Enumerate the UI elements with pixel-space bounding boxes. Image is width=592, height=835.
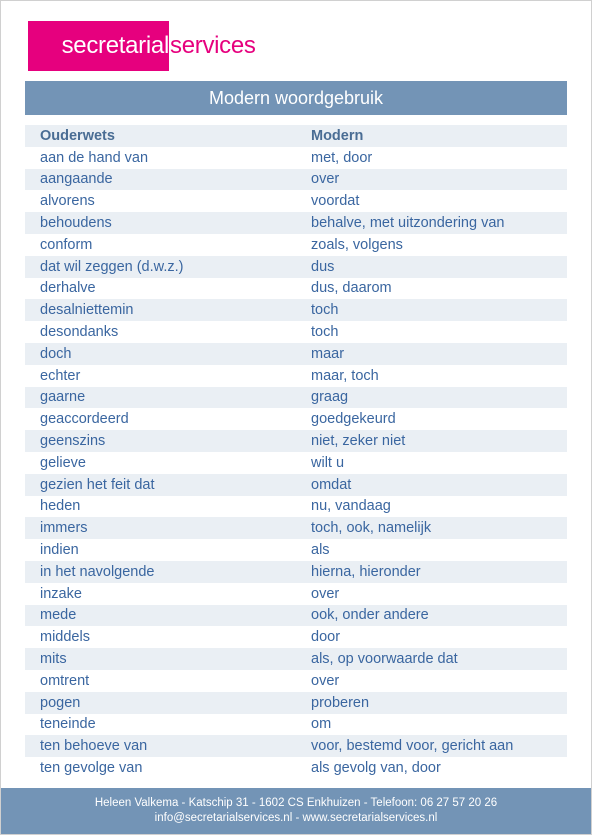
footer-address: Heleen Valkema - Katschip 31 - 1602 CS Enkhuizen - Telefoon: 06 27 57 20 26 [94,797,498,809]
modern-word-cell: nu, vandaag [311,498,391,515]
old-word-cell: geaccordeerd [40,411,129,428]
table-row [25,605,567,627]
logo-part-services: services [170,32,256,59]
modern-word-cell: als gevolg van, door [311,760,441,776]
old-word-cell: aangaande [40,171,113,188]
modern-word-cell: dus, daarom [311,280,392,297]
old-word-cell: alvorens [40,193,95,210]
modern-word-cell: goedgekeurd [311,411,396,428]
company-logo [28,21,269,71]
table-row [25,299,567,321]
table-row [25,147,567,169]
old-word-cell: behoudens [40,215,112,232]
table-row [25,278,567,300]
old-word-cell: immers [40,520,88,537]
modern-word-cell: over [311,672,340,689]
table-row [25,583,567,605]
table-row [25,430,567,452]
page-title: Modern woordgebruik [25,81,567,115]
table-row [25,714,567,736]
table-row [25,561,567,583]
table-row [25,539,567,561]
old-word-cell: in het navolgende [40,563,155,580]
old-word-cell: middels [40,629,90,646]
old-word-cell: derhalve [40,280,96,297]
old-word-cell: ten gevolge van [40,760,143,776]
old-word-cell: teneinde [40,716,96,733]
modern-word-cell: toch [311,302,339,319]
table-row [25,343,567,365]
old-word-cell: doch [40,345,72,362]
table-row [25,190,567,212]
old-word-cell: desondanks [40,324,119,341]
modern-word-cell: door [311,629,341,646]
old-word-cell: dat wil zeggen (d.w.z.) [40,258,184,275]
logo-part-secretarial: secretarial [28,21,169,71]
footer-contact: info@secretarialservices.nl - www.secretarialservices.nl [154,812,438,824]
old-word-cell: conform [40,236,93,253]
modern-word-cell: toch [311,324,339,341]
table-row [25,670,567,692]
old-word-cell: geenszins [40,433,106,450]
table-row [25,496,567,518]
old-word-cell: gaarne [40,389,86,406]
old-word-cell: mede [40,607,77,624]
word-table [25,125,567,779]
table-row [25,234,567,256]
table-row [25,626,567,648]
old-word-cell: pogen [40,694,81,711]
modern-word-cell: dus [311,258,335,275]
modern-word-cell: wilt u [311,454,345,471]
old-word-cell: desalniettemin [40,302,134,319]
old-word-cell: aan de hand van [40,149,149,166]
modern-word-cell: als, op voorwaarde dat [311,651,458,668]
table-row [25,256,567,278]
modern-word-cell: met, door [311,149,373,166]
table-row [25,517,567,539]
modern-word-cell: voor, bestemd voor, gericht aan [311,738,514,755]
modern-word-cell: proberen [311,694,370,711]
modern-word-cell: om [311,716,332,733]
old-word-cell: omtrent [40,672,90,689]
modern-word-cell: zoals, volgens [311,236,403,253]
table-row [25,408,567,430]
old-word-cell: echter [40,367,81,384]
footer [1,788,591,834]
old-word-cell: ten behoeve van [40,738,148,755]
table-row [25,452,567,474]
modern-word-cell: hierna, hieronder [311,563,421,580]
table-row [25,212,567,234]
modern-word-cell: maar, toch [311,367,379,384]
table-row [25,321,567,343]
old-word-cell: inzake [40,585,82,602]
table-row [25,648,567,670]
table-header-row [25,125,567,147]
old-word-cell: gelieve [40,454,86,471]
modern-word-cell: niet, zeker niet [311,433,406,450]
old-word-cell: gezien het feit dat [40,476,155,493]
modern-word-cell: toch, ook, namelijk [311,520,432,537]
table-row [25,692,567,714]
modern-word-cell: behalve, met uitzondering van [311,215,505,232]
table-row [25,169,567,191]
modern-word-cell: over [311,585,340,602]
old-word-cell: indien [40,542,79,559]
table-row [25,735,567,757]
table-row [25,387,567,409]
modern-word-cell: als [311,542,330,559]
old-word-cell: mits [40,651,67,668]
modern-word-cell: voordat [311,193,360,210]
table-row [25,757,567,779]
column-header-new: Modern [311,127,364,144]
modern-word-cell: omdat [311,476,352,493]
modern-word-cell: graag [311,389,349,406]
modern-word-cell: maar [311,345,345,362]
modern-word-cell: over [311,171,340,188]
modern-word-cell: ook, onder andere [311,607,429,624]
table-row [25,365,567,387]
old-word-cell: heden [40,498,81,515]
table-row [25,474,567,496]
column-header-old: Ouderwets [40,127,115,144]
